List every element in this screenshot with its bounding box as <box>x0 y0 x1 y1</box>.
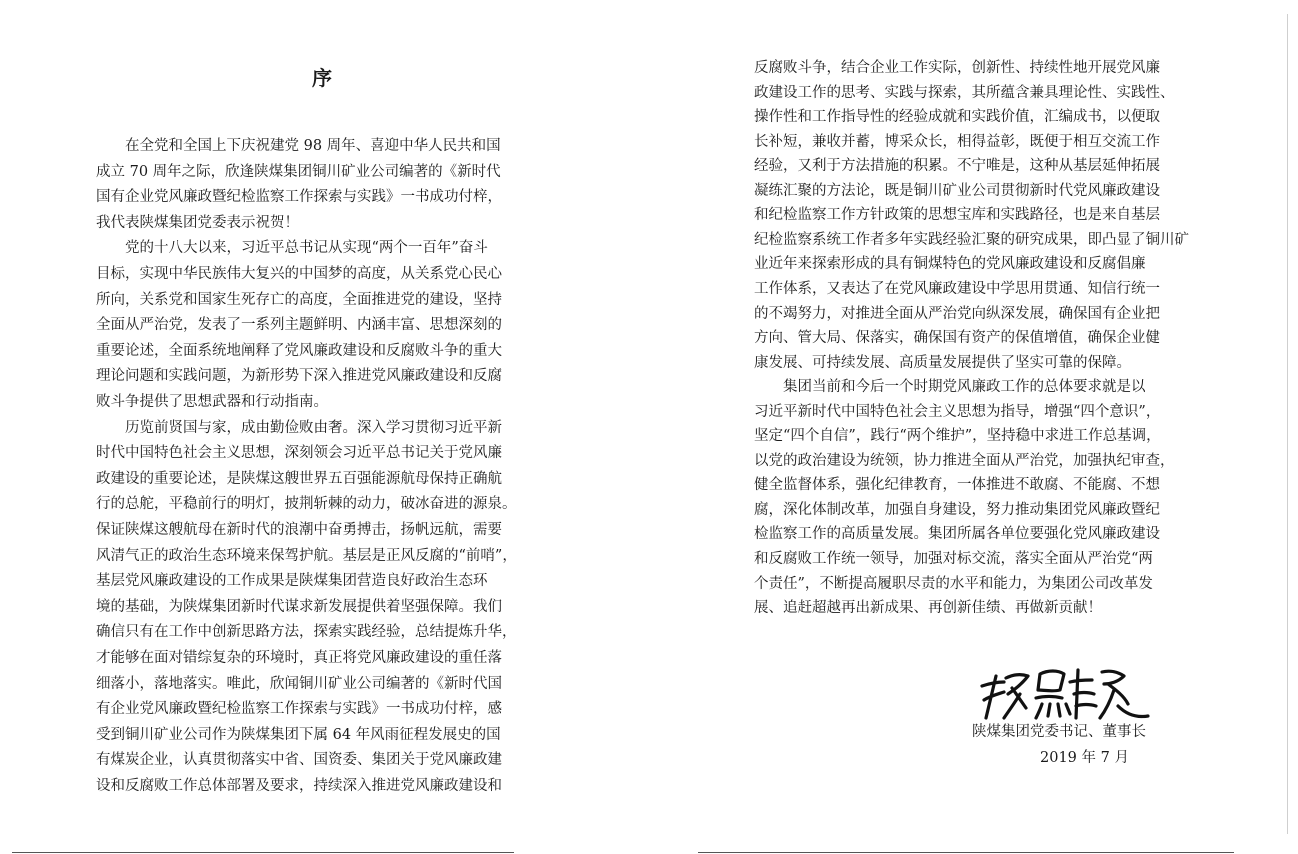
text-line: 国有企业党风廉政暨纪检监察工作探索与实践》一书成功付梓， <box>96 189 502 206</box>
text-line: 理论问题和实践问题，为新形势下深入推进党风廉政建设和反腐 <box>96 368 502 385</box>
text-line: 政建设工作的思考、实践与探索，其所蕴含兼具理论性、实践性、 <box>754 84 1175 101</box>
text-line: 有煤炭企业，认真贯彻落实中省、国资委、集团关于党风廉政建 <box>96 752 502 769</box>
text-line: 我代表陕煤集团党委表示祝贺！ <box>96 214 299 231</box>
page-title: 序 <box>312 66 333 90</box>
text-line: 成立 70 周年之际，欣逢陕煤集团铜川矿业公司编著的《新时代 <box>96 163 501 180</box>
text-line: 集团当前和今后一个时期党风廉政工作的总体要求就是以 <box>754 379 1146 396</box>
text-line: 展、追赶超越再出新成果、再创新佳绩、再做新贡献！ <box>754 600 1102 617</box>
handwritten-signature <box>978 660 1168 724</box>
text-line: 才能够在面对错综复杂的环境时，真正将党风廉政建设的重任落 <box>96 650 502 666</box>
text-line: 习近平新时代中国特色社会主义思想为指导，增强“四个意识”， <box>754 403 1161 420</box>
text-line: 保证陕煤这艘航母在新时代的浪潮中奋勇搏击，扬帆远航，需要 <box>96 522 502 538</box>
right-bottom-rule <box>698 852 1234 853</box>
text-line: 个责任”，不断提高履职尽责的水平和能力，为集团公司改革发 <box>754 575 1153 592</box>
text-line: 在全党和全国上下庆祝建党 98 周年、喜迎中华人民共和国 <box>96 138 501 154</box>
text-line: 基层党风廉政建设的工作成果是陕煤集团营造良好政治生态环 <box>96 573 488 590</box>
text-line: 风清气正的政治生态环境来保驾护航。基层是正风反腐的“前哨”， <box>96 547 517 564</box>
text-line: 确信只有在工作中创新思路方法，探索实践经验，总结提炼升华， <box>96 624 517 641</box>
left-bottom-rule <box>12 852 514 853</box>
text-line: 反腐败斗争，结合企业工作实际，创新性、持续性地开展党风廉 <box>754 60 1160 76</box>
text-line: 坚定“四个自信”，践行“两个维护”，坚持稳中求进工作总基调， <box>754 428 1161 445</box>
text-line: 行的总舵，平稳前行的明灯，披荆斩棘的动力，破冰奋进的源泉。 <box>96 496 517 513</box>
text-line: 腐，深化体制改革，加强自身建设，努力推动集团党风廉政暨纪 <box>754 501 1160 518</box>
text-line: 有企业党风廉政暨纪检监察工作探索与实践》一书成功付梓，感 <box>96 701 502 718</box>
page-edge-line <box>1287 14 1288 834</box>
text-line: 党的十八大以来，习近平总书记从实现“两个一百年”奋斗 <box>96 240 488 257</box>
text-line: 细落小，落地落实。唯此，欣闻铜川矿业公司编著的《新时代国 <box>96 675 502 692</box>
text-line: 凝练汇聚的方法论，既是铜川矿业公司贯彻新时代党风廉政建设 <box>754 182 1160 199</box>
signature-date: 2019 年 7 月 <box>1040 750 1129 766</box>
text-line: 目标，实现中华民族伟大复兴的中国梦的高度，从关系党心民心 <box>96 266 502 282</box>
text-line: 操作性和工作指导性的经验成就和实践价值，汇编成书，以便取 <box>754 109 1160 126</box>
text-line: 和反腐败工作统一领导，加强对标交流，落实全面从严治党“两 <box>754 551 1153 567</box>
text-line: 时代中国特色社会主义思想，深刻领会习近平总书记关于党风廉 <box>96 445 502 462</box>
text-line: 长补短，兼收并蓄，博采众长，相得益彰，既便于相互交流工作 <box>754 133 1160 150</box>
left-page <box>0 0 560 854</box>
text-line: 工作体系，又表达了在党风廉政建设中学思用贯通、知信行统一 <box>754 280 1160 297</box>
text-line: 历览前贤国与家，成由勤俭败由奢。深入学习贯彻习近平新 <box>96 419 502 436</box>
text-line: 全面从严治党，发表了一系列主题鲜明、内涵丰富、思想深刻的 <box>96 317 502 334</box>
text-line: 业近年来探索形成的具有铜煤特色的党风廉政建设和反腐倡廉 <box>754 256 1146 273</box>
text-line: 设和反腐败工作总体部署及要求，持续深入推进党风廉政建设和 <box>96 778 502 794</box>
text-line: 健全监督体系，强化纪律教育，一体推进不敢腐、不能腐、不想 <box>754 477 1160 494</box>
text-line: 检监察工作的高质量发展。集团所属各单位要强化党风廉政建设 <box>754 526 1160 543</box>
text-line: 以党的政治建设为统领，协力推进全面从严治党，加强执纪审查， <box>754 452 1175 469</box>
text-line: 方向、管大局、保落实，确保国有资产的保值增值，确保企业健 <box>754 330 1160 347</box>
text-line: 所向，关系党和国家生死存亡的高度，全面推进党的建设，坚持 <box>96 291 502 308</box>
text-line: 纪检监察系统工作者多年实践经验汇聚的研究成果，即凸显了铜川矿 <box>754 231 1189 248</box>
text-line: 经验，又利于方法措施的积累。不宁唯是，这种从基层延伸拓展 <box>754 158 1160 175</box>
text-line: 康发展、可持续发展、高质量发展提供了坚实可靠的保障。 <box>754 354 1131 371</box>
text-line: 重要论述，全面系统地阐释了党风廉政建设和反腐败斗争的重大 <box>96 342 502 359</box>
text-line: 败斗争提供了思想武器和行动指南。 <box>96 394 328 410</box>
signature-org: 陕煤集团党委书记、董事长 <box>972 724 1146 740</box>
text-line: 的不竭努力，对推进全面从严治党向纵深发展，确保国有企业把 <box>754 305 1160 322</box>
text-line: 政建设的重要论述，是陕煤这艘世界五百强能源航母保持正确航 <box>96 470 502 487</box>
text-line: 境的基础，为陕煤集团新时代谋求新发展提供着坚强保障。我们 <box>96 598 502 615</box>
text-line: 和纪检监察工作方针政策的思想宝库和实践路径，也是来自基层 <box>754 207 1160 224</box>
text-line: 受到铜川矿业公司作为陕煤集团下属 64 年风雨征程发展史的国 <box>96 726 501 743</box>
